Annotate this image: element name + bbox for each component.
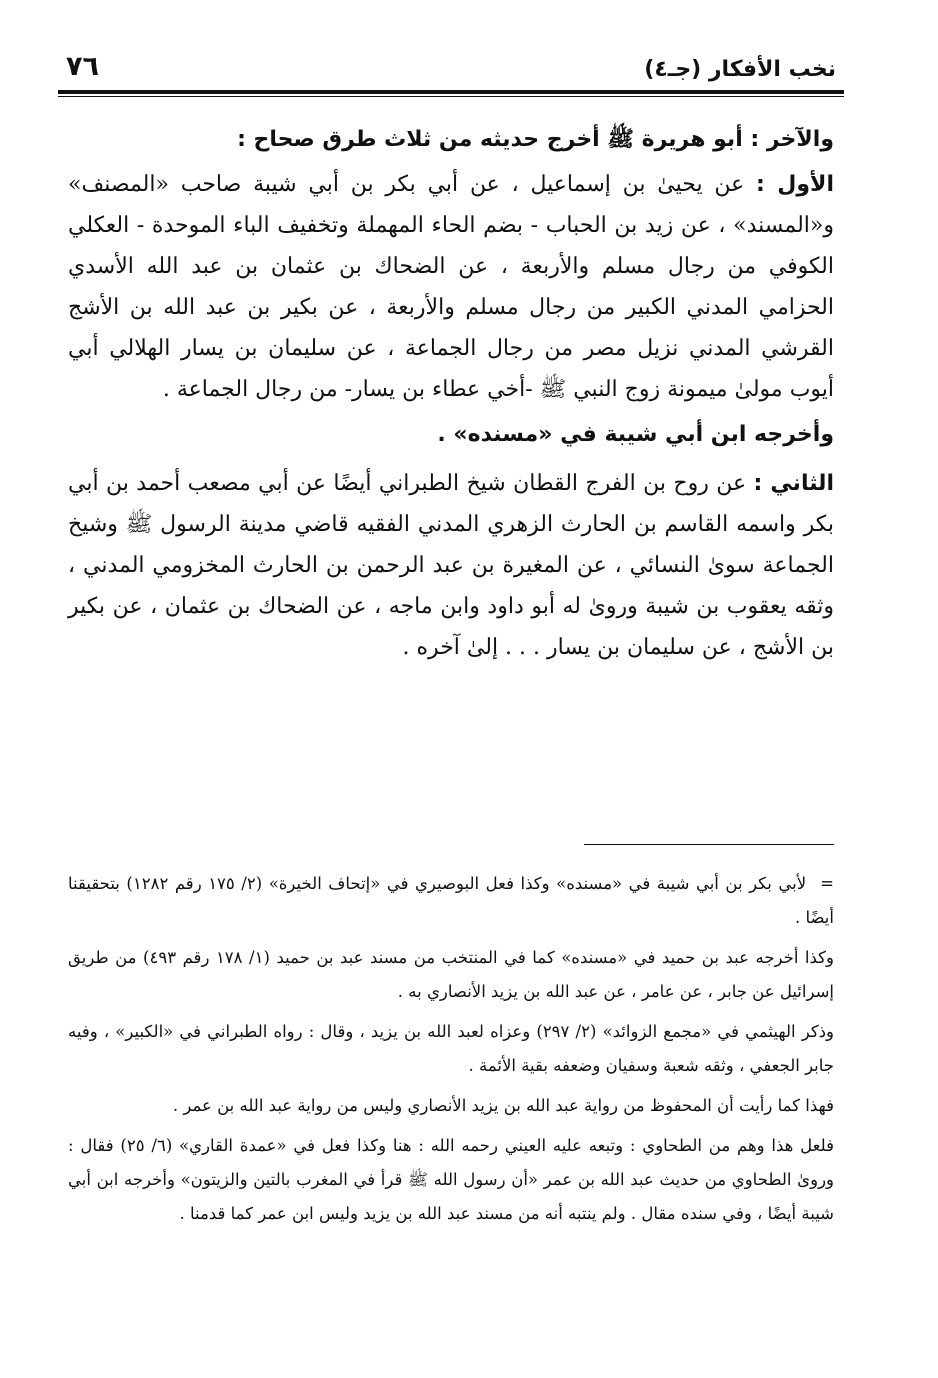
paragraph-note: وأخرجه ابن أبي شيبة في «مسنده» . bbox=[437, 422, 834, 447]
footnotes bbox=[68, 867, 834, 1237]
header-rule-thin bbox=[58, 96, 844, 97]
paragraph-body: عن يحيىٰ بن إسماعيل ، عن أبي بكر بن أبي شيبة صاحب «المصنف» و«المسند» ، عن زيد بن الحباب - بضم الحاء المهملة وتخفيف الباء الموحدة - العكلي الكوفي من رجال مسلم والأربعة ، عن الضحاك بن عثمان بن عبد الله الأسدي الحزامي المدني الكبير من رجال مسلم والأربعة ، عن بكير بن عبد الله بن الأشج القرشي المدني نزيل مصر من رجال الجماعة ، عن سليمان بن يسار الهلالي أبي أيوب مولىٰ ميمونة زوج النبي ﷺ -أخي عطاء بن يسار- من رجال الجماعة . bbox=[68, 172, 834, 402]
paragraph-body: عن روح بن الفرج القطان شيخ الطبراني أيضًا عن أبي مصعب أحمد بن أبي بكر واسمه القاسم بن الحارث الزهري المدني الفقيه قاضي مدينة الرسول ﷺ وشيخ الجماعة سوىٰ النسائي ، عن المغيرة بن عبد الرحمن بن الحارث المخزومي المدني ، وثقه يعقوب بن شيبة وروىٰ له أبو داود وابن ماجه ، عن الضحاك بن عثمان ، عن بكير بن الأشج ، عن سليمان بن يسار . . . إلىٰ آخره . bbox=[68, 471, 834, 660]
footnote-separator bbox=[584, 844, 834, 845]
page-number: ٧٦ bbox=[66, 51, 99, 82]
footnote-item: وذكر الهيثمي في «مجمع الزوائد» (٢/ ٢٩٧) وعزاه لعبد الله بن يزيد ، وقال : رواه الطبراني في «الكبير» ، وفيه جابر الجعفي ، وثقه شعبة وسفيان وضعفه بقية الأئمة . bbox=[68, 1022, 834, 1075]
footnote-text: لأبي بكر بن أبي شيبة في «مسنده» وكذا فعل البوصيري في «إتحاف الخيرة» (٢/ ١٧٥ رقم ١٢٨٢) بتحقيقنا أيضًا . bbox=[68, 874, 834, 927]
continuation-marker: = bbox=[820, 874, 834, 893]
footnote-item: فلعل هذا وهم من الطحاوي : وتبعه عليه العيني رحمه الله : هنا وكذا فعل في «عمدة القاري» (٦/ ٢٥) فقال : وروىٰ الطحاوي من حديث عبد الله بن عمر «أن رسول الله ﷺ قرأ في المغرب بالتين والزيتون» وأخرجه ابن أبي شيبة أيضًا ، وفي سنده مقال . ولم ينتبه أنه من مسند عبد الله بن يزيد وليس ابن عمر كما قدمنا . bbox=[68, 1136, 834, 1223]
page bbox=[58, 42, 844, 1223]
footnote-item: فهذا كما رأيت أن المحفوظ من رواية عبد الله بن يزيد الأنصاري وليس من رواية عبد الله بن عمر . bbox=[172, 1096, 834, 1115]
footnote-item: وكذا أخرجه عبد بن حميد في «مسنده» كما في المنتخب من مسند عبد بن حميد (١/ ١٧٨ رقم ٤٩٣) من طريق إسرائيل عن جابر ، عن عامر ، عن عبد الله بن يزيد الأنصاري به . bbox=[68, 948, 834, 1001]
book-title: نخب الأفكار (جـ٤) bbox=[644, 57, 836, 82]
header-rule-thick bbox=[58, 90, 844, 94]
paragraph-intro: والآخر : أبو هريرة ﷺ أخرج حديثه من ثلاث طرق صحاح : bbox=[237, 127, 834, 152]
running-header bbox=[58, 42, 844, 82]
paragraph-first-chain bbox=[68, 164, 834, 410]
paragraph-lead: الثاني : bbox=[753, 471, 834, 496]
paragraph-second-chain bbox=[68, 463, 834, 668]
main-text bbox=[58, 119, 844, 668]
footnote-item bbox=[68, 867, 834, 935]
paragraph-lead: الأول : bbox=[756, 172, 834, 197]
